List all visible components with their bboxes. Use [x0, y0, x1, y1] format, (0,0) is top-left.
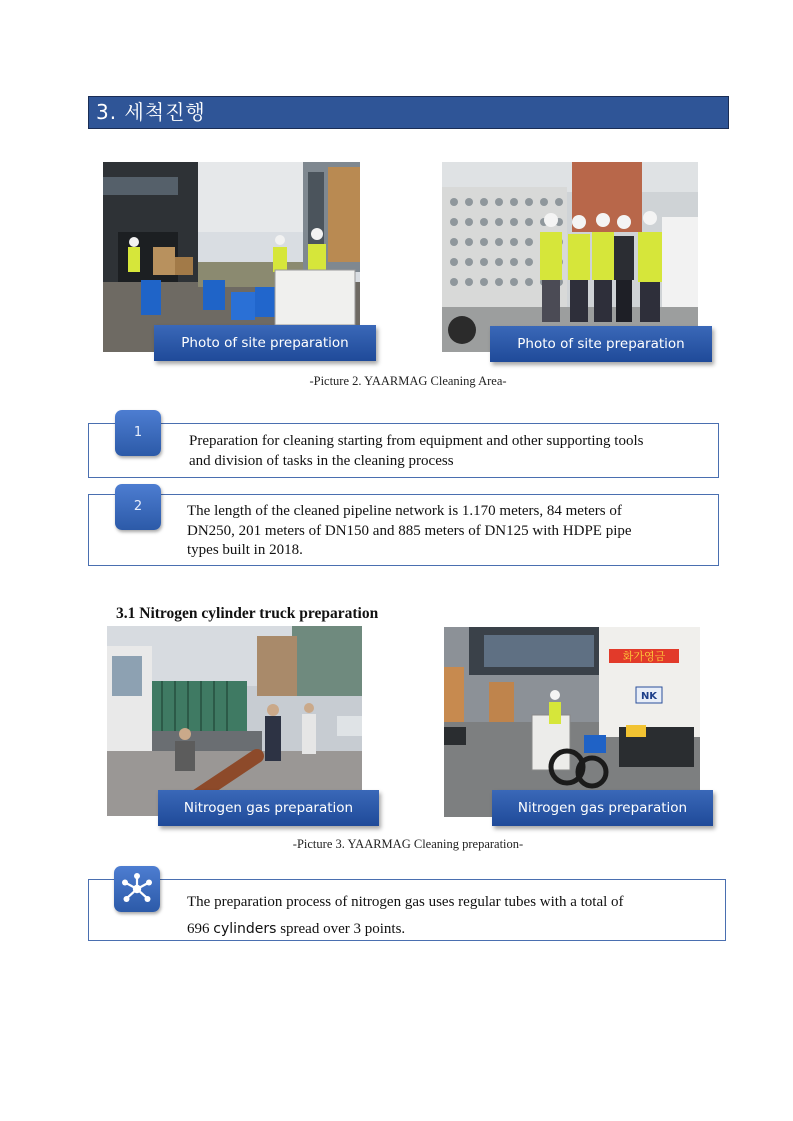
site-preparation-photo-left — [103, 162, 360, 352]
nitrogen-note-text — [187, 889, 707, 943]
nitrogen-note-line-2-end: spread over 3 points. — [280, 921, 406, 937]
shop-sign-text: 화가영금 — [622, 650, 666, 663]
info-text-2-line-2: DN250, 201 meters of DN150 and 885 meters of DN125 with HDPE pipe — [187, 522, 632, 539]
nitrogen-note-line-2 — [187, 916, 707, 943]
info-text-2-line-1: The length of the cleaned pipeline network is 1.170 meters, 84 meters of — [187, 503, 622, 519]
nitrogen-label-right: Nitrogen gas preparation — [492, 790, 713, 826]
info-text-2 — [187, 502, 707, 561]
network-icon — [114, 866, 160, 912]
info-text-1 — [189, 432, 709, 471]
cylinders-word: cylinders — [213, 921, 277, 937]
cylinder-count: 696 — [187, 921, 210, 937]
site-preparation-label-right: Photo of site preparation — [490, 326, 712, 362]
nitrogen-note-line-1: The preparation process of nitrogen gas uses regular tubes with a total of — [187, 894, 624, 910]
nitrogen-photo-right — [444, 627, 700, 817]
truck-sign-text: NK — [640, 691, 658, 702]
site-preparation-label-left: Photo of site preparation — [154, 325, 376, 361]
info-text-1-line-1: Preparation for cleaning starting from equipment and other supporting tools — [189, 433, 644, 449]
site-preparation-photo-right — [442, 162, 698, 352]
picture-2-caption: -Picture 2. YAARMAG Cleaning Area- — [309, 374, 507, 388]
nitrogen-label-left: Nitrogen gas preparation — [158, 790, 379, 826]
info-badge-1: 1 — [115, 410, 161, 456]
section-title: 3. 세척진행 — [88, 96, 729, 129]
nitrogen-photo-left — [107, 626, 362, 816]
subsection-title: 3.1 Nitrogen cylinder truck preparation — [116, 605, 379, 622]
info-badge-2: 2 — [115, 484, 161, 530]
info-text-2-line-3: types built in 2018. — [187, 542, 303, 558]
picture-3-caption: -Picture 3. YAARMAG Cleaning preparation- — [292, 837, 524, 851]
info-text-1-line-2: and division of tasks in the cleaning process — [189, 452, 454, 469]
